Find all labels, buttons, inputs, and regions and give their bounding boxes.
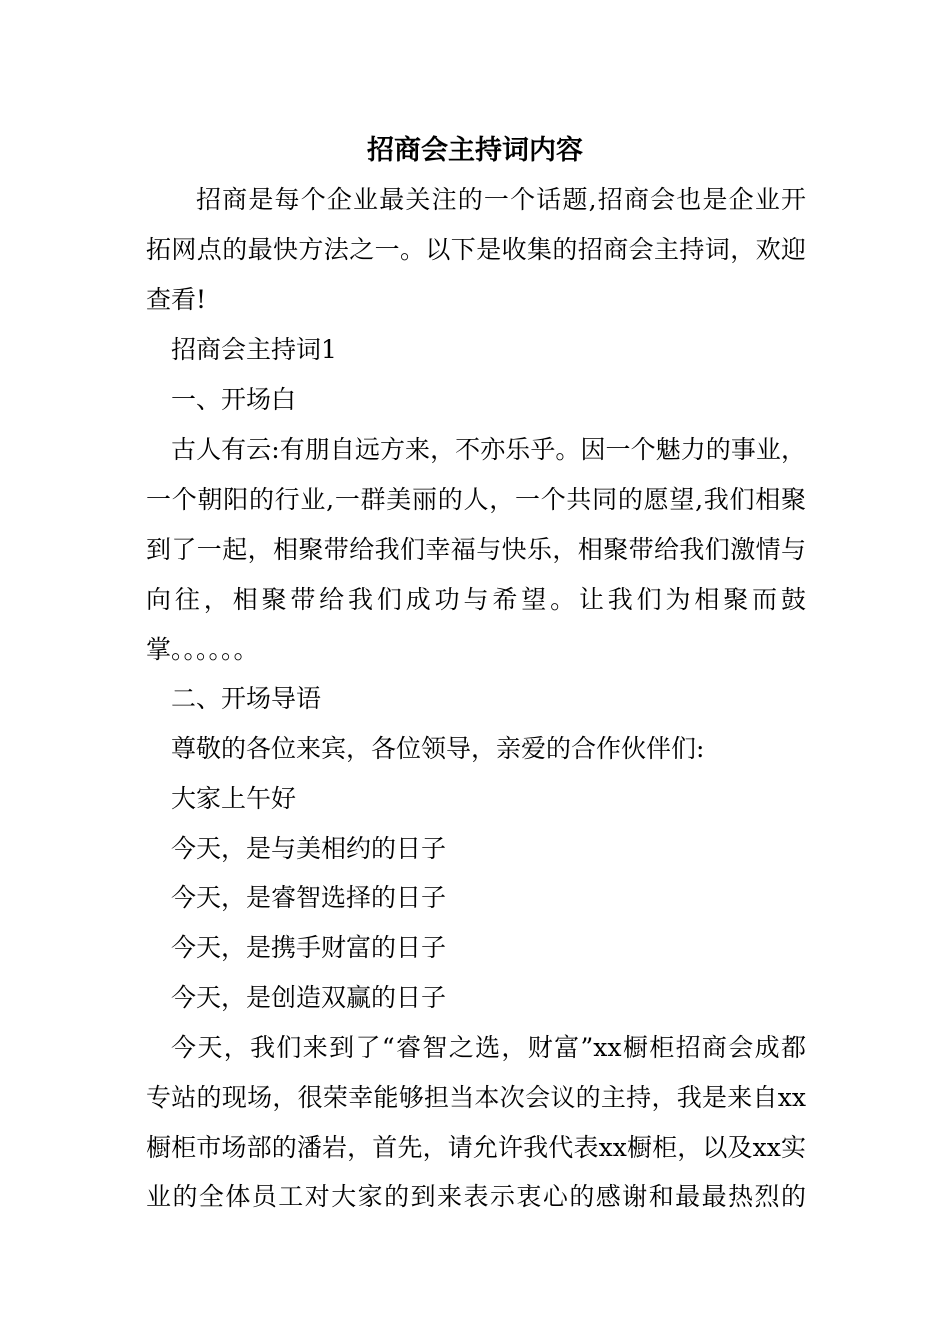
paragraph-line: 掌。。。。。。 [146,635,259,664]
paragraph-line: 今天，是睿智选择的日子 [171,883,447,912]
paragraph-line: 今天，我们来到了“睿智之选，财富”xx橱柜招商会成都 [171,1033,806,1062]
paragraph-line: 业的全体员工对大家的到来表示衷心的感谢和最最热烈的 [146,1182,806,1211]
paragraph-line: 大家上午好 [171,784,297,813]
paragraph-line: 今天，是创造双赢的日子 [171,983,447,1012]
paragraph-line: 一个朝阳的行业,一群美丽的人，一个共同的愿望,我们相聚 [146,485,806,514]
paragraph-line: 到了一起，相聚带给我们幸福与快乐，相聚带给我们激情与 [146,535,806,564]
paragraph-line: 拓网点的最快方法之一。以下是收集的招商会主持词，欢迎 [146,235,806,264]
document-title: 招商会主持词内容 [367,135,583,166]
paragraph-line: 橱柜市场部的潘岩，首先，请允许我代表xx橱柜，以及xx实 [146,1133,806,1162]
section-heading: 二、开场导语 [171,684,322,713]
paragraph-line: 古人有云:有朋自远方来，不亦乐乎。因一个魅力的事业， [171,435,806,464]
paragraph-line: 今天，是与美相约的日子 [171,834,447,863]
section-heading: 一、开场白 [171,385,297,414]
paragraph-line: 尊敬的各位来宾，各位领导，亲爱的合作伙伴们: [171,734,705,763]
paragraph-line: 查看! [146,285,207,314]
paragraph-line: 今天，是携手财富的日子 [171,933,447,962]
paragraph-line: 向往，相聚带给我们成功与希望。让我们为相聚而鼓 [146,585,806,614]
paragraph-line: 招商是每个企业最关注的一个话题,招商会也是企业开 [196,185,806,214]
section-heading: 招商会主持词1 [171,335,337,364]
paragraph-line: 专站的现场，很荣幸能够担当本次会议的主持，我是来自xx [146,1083,806,1112]
